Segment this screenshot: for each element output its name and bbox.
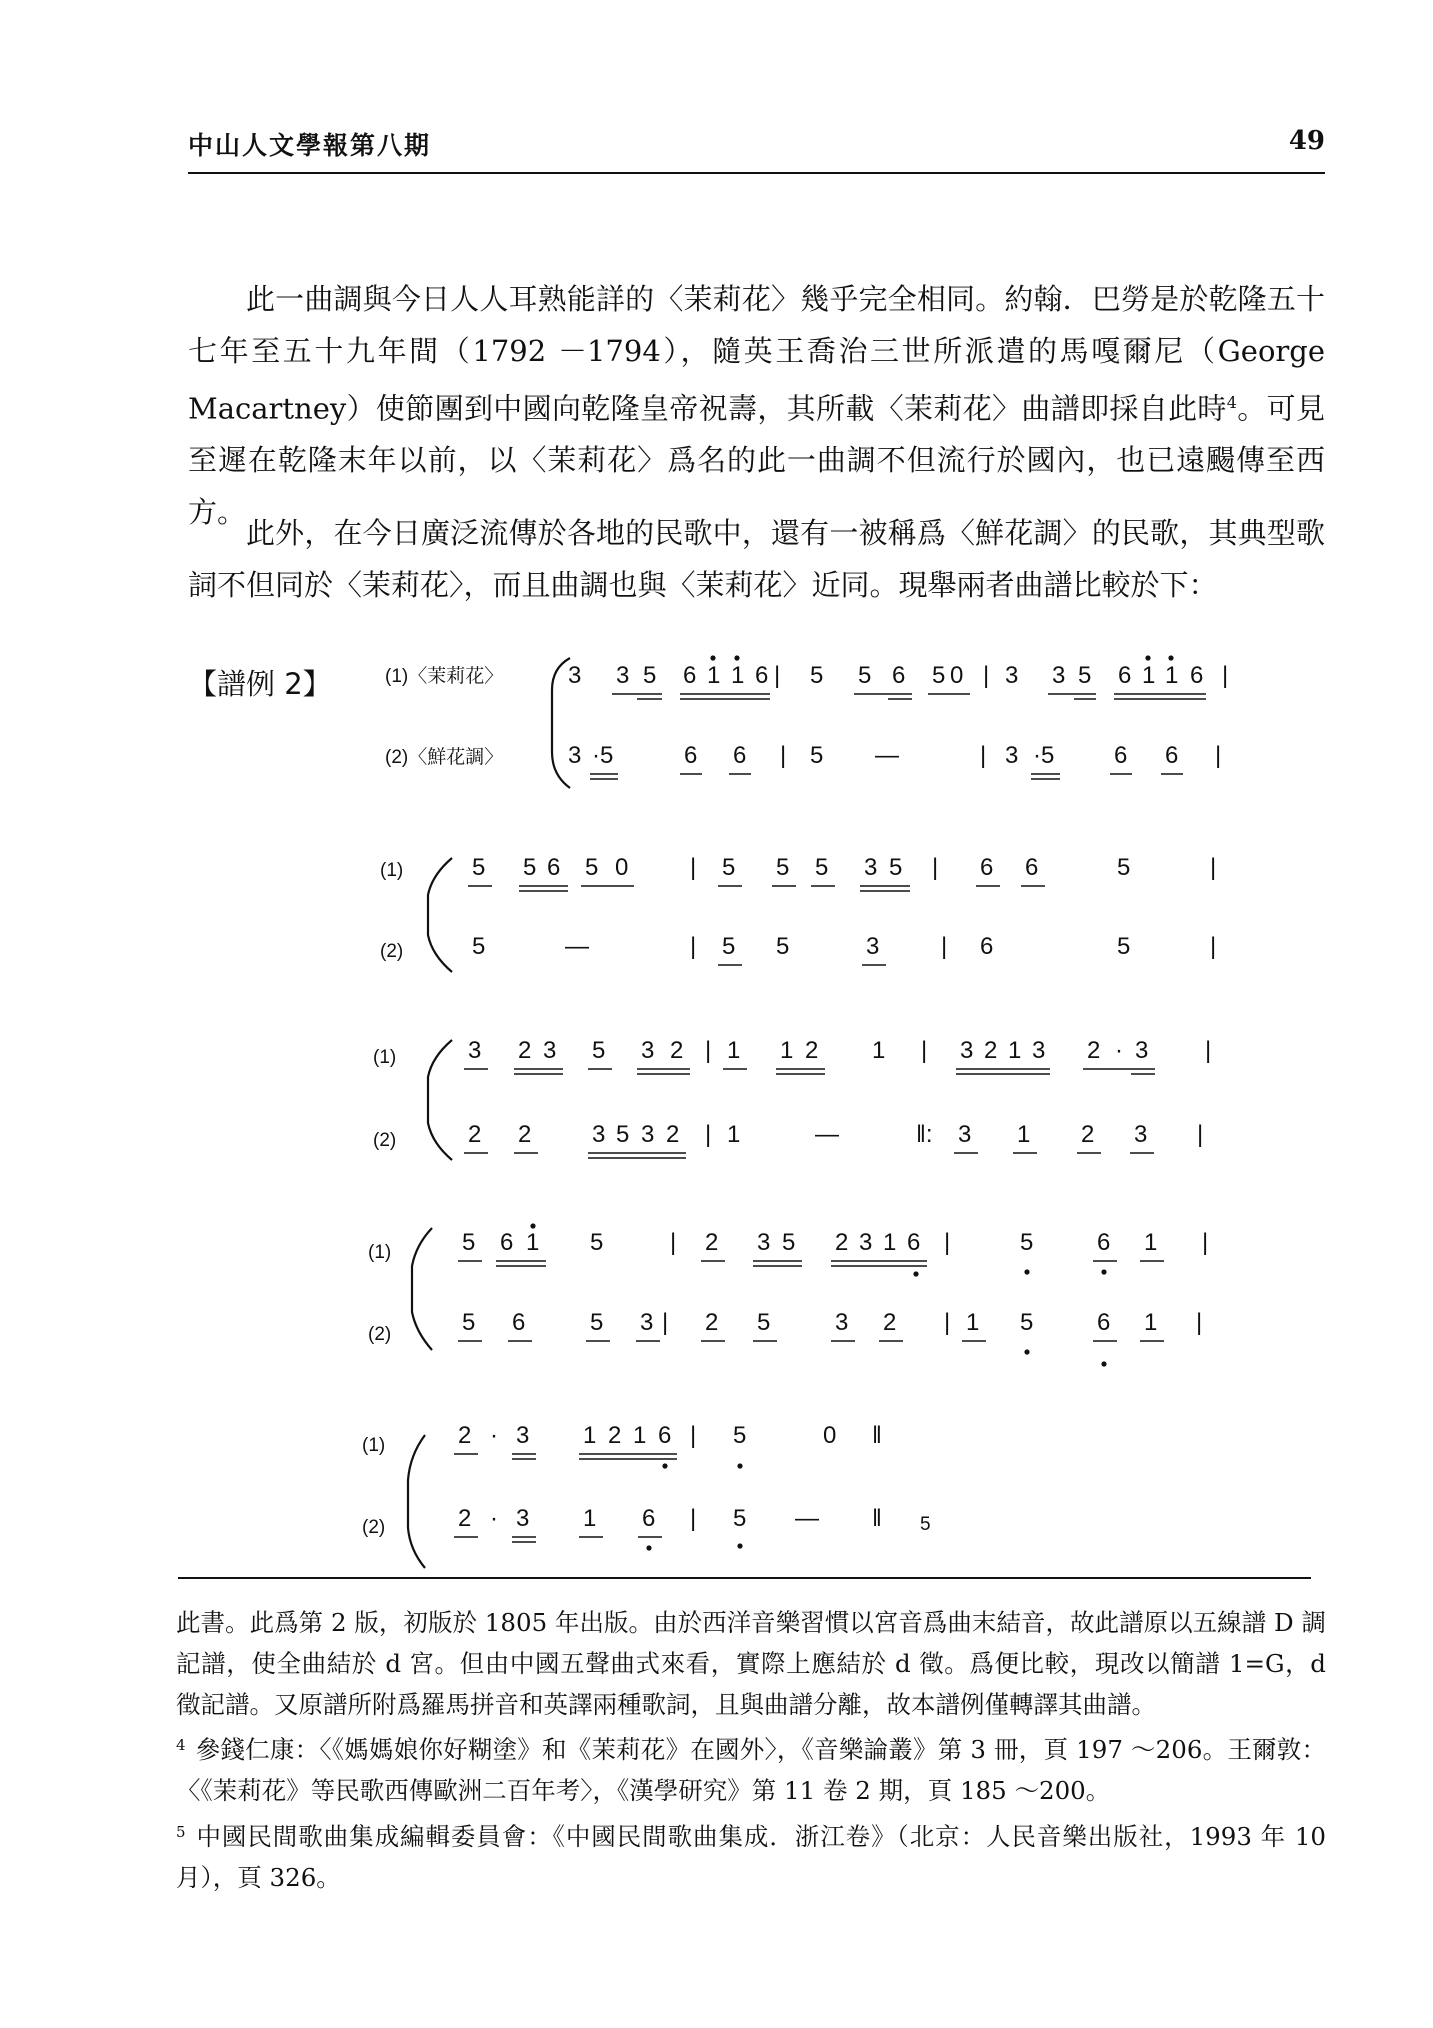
footnotes — [176, 1603, 1326, 1899]
note: 6 — [733, 742, 747, 769]
note: 6 — [1114, 742, 1128, 769]
row2-part2-label: (2) — [380, 941, 404, 962]
note: 1 — [1165, 662, 1179, 689]
note: 5 — [1020, 1229, 1034, 1256]
note: 2 — [518, 1121, 532, 1148]
note: 6 — [1097, 1229, 1111, 1256]
note: 3 — [616, 662, 630, 689]
part1-label: (1)〈茉莉花〉 — [385, 666, 504, 687]
page-number: 49 — [1288, 126, 1325, 156]
note: 5 — [643, 662, 657, 689]
note: 5 — [590, 1309, 604, 1336]
note: 5 — [590, 1229, 604, 1256]
barline: | — [1205, 1037, 1212, 1064]
barline: | — [1210, 933, 1217, 960]
note: 6 — [1165, 742, 1179, 769]
note: 3 — [1134, 1121, 1148, 1148]
barline: | — [690, 1422, 697, 1449]
row3-part2-label: (2) — [373, 1130, 397, 1151]
note: 0 — [615, 854, 629, 881]
note: 3 — [592, 1121, 606, 1148]
note: 5 — [733, 1422, 747, 1449]
row-1-part-2 — [568, 742, 1221, 779]
footnote-5-text: 中國民間歌曲集成編輯委員會：《中國民間歌曲集成．浙江卷》（北京：人民音樂出版社，1993 年 10 月），頁 326。 — [176, 1821, 1326, 1892]
barline: | — [780, 742, 787, 769]
note: 5 — [858, 662, 872, 689]
note: 5 — [616, 1121, 630, 1148]
octave-dots — [1024, 1349, 1106, 1366]
rhythm-underlines — [458, 1261, 1164, 1266]
rhythm-underlines — [590, 774, 1183, 779]
note: 6 — [892, 662, 906, 689]
barline: | — [932, 854, 939, 881]
note: 3 — [641, 1121, 655, 1148]
note: 3 — [958, 1121, 972, 1148]
note: 3 — [1052, 662, 1066, 689]
note: 2 — [458, 1505, 472, 1532]
note: 5 — [1078, 662, 1092, 689]
note: 2 — [835, 1229, 849, 1256]
note: 2 — [805, 1037, 819, 1064]
note: 2 — [1081, 1121, 1095, 1148]
note: 3 — [859, 1229, 873, 1256]
note: 2 — [518, 1037, 532, 1064]
para1-text: 此一曲調與今日人人耳熟能詳的〈茉莉花〉幾乎完全相同。約翰．巴勞是於乾隆五十七年至五十九年間（1792 －1794），隨英王喬治三世所派遣的馬嘎爾尼（George Macartney）使節團到中國向乾隆皇帝祝壽，其所載〈茉莉花〉曲譜即採自此時 — [188, 282, 1325, 426]
row-5 — [454, 1422, 931, 1551]
row-3-part-1 — [464, 1037, 1211, 1074]
note: 3 — [1005, 662, 1019, 689]
barline: | — [690, 1505, 697, 1532]
note: 5 — [776, 854, 790, 881]
row2-part1-label: (1) — [380, 860, 404, 881]
note: 0 — [950, 662, 964, 689]
note: 5 — [462, 1309, 476, 1336]
footnote-5 — [176, 1812, 1326, 1899]
note: 3 — [543, 1037, 557, 1064]
row-4 — [458, 1223, 1208, 1366]
note: 3 — [835, 1309, 849, 1336]
row-2 — [468, 854, 1216, 965]
note: 6 — [658, 1422, 672, 1449]
rhythm-underlines — [464, 1153, 1154, 1158]
note: 2 — [705, 1229, 719, 1256]
barline: | — [1210, 854, 1217, 881]
note: 5 — [1117, 854, 1131, 881]
rhythm-underlines — [468, 886, 1045, 891]
note: 3 — [1135, 1037, 1149, 1064]
barline: | — [941, 933, 948, 960]
note: 6 — [1118, 662, 1132, 689]
repeat-sign: ‖: — [916, 1121, 933, 1148]
note: 6 — [683, 662, 697, 689]
dash: — — [875, 742, 899, 769]
note: 5 — [776, 933, 790, 960]
row-4-part-1 — [458, 1223, 1208, 1276]
footnote-rule — [178, 1577, 1311, 1579]
note: 5 — [1020, 1309, 1034, 1336]
note: 5 — [523, 854, 537, 881]
system-brackets — [408, 658, 570, 1568]
note: 5 — [810, 742, 824, 769]
bracket-4 — [412, 1228, 432, 1350]
note: 1 — [731, 662, 745, 689]
footnote-4-text: 參錢仁康：〈《媽媽娘你好糊塗》和《茉莉花》在國外〉，《音樂論叢》第 3 冊，頁 197 ～206。王爾敦：〈《茉莉花》等民歌西傳歐洲二百年考〉，《漢學研究》第 11 卷 2 期，頁 185 ～200。 — [176, 1735, 1326, 1806]
note: 1 — [1008, 1037, 1022, 1064]
octave-dots — [662, 1463, 742, 1468]
note: 3 — [568, 662, 582, 689]
note: 3 — [468, 1037, 482, 1064]
note: 5 — [733, 1505, 747, 1532]
note: 6 — [980, 854, 994, 881]
note: 5 — [585, 854, 599, 881]
note: 1 — [583, 1505, 597, 1532]
barline: | — [774, 662, 781, 689]
note: 3 — [864, 854, 878, 881]
note: ·5 — [1033, 742, 1055, 769]
note: 6 — [1190, 662, 1204, 689]
footnote-4 — [176, 1725, 1326, 1812]
row-5-part-2 — [454, 1505, 931, 1551]
note: 1 — [583, 1422, 597, 1449]
barline: | — [1196, 1309, 1203, 1336]
note: 3 — [757, 1229, 771, 1256]
note: 5 — [757, 1309, 771, 1336]
end-bar: ‖ — [872, 1505, 882, 1532]
note: 6 — [500, 1229, 514, 1256]
note: 1 — [872, 1037, 886, 1064]
note: 6 — [547, 854, 561, 881]
barline: | — [983, 662, 990, 689]
note: 5 — [1117, 933, 1131, 960]
barline: | — [1215, 742, 1222, 769]
note: 5 — [782, 1229, 796, 1256]
row-5-part-1 — [454, 1422, 882, 1469]
barline: | — [670, 1229, 677, 1256]
note: 1 — [1017, 1121, 1031, 1148]
note: 2 — [705, 1309, 719, 1336]
end-bar: ‖ — [872, 1422, 882, 1449]
note: 2 — [468, 1121, 482, 1148]
row4-part1-label: (1) — [368, 1242, 392, 1263]
octave-dots — [646, 1543, 742, 1550]
note: 1 — [780, 1037, 794, 1064]
para2-text: 此外，在今日廣泛流傳於各地的民歌中，還有一被稱爲〈鮮花調〉的民歌，其典型歌詞不但同於〈茉莉花〉，而且曲調也與〈茉莉花〉近同。現舉兩者曲譜比較於下： — [188, 516, 1325, 602]
row-1-part-1 — [568, 655, 1228, 699]
note: 6 — [512, 1309, 526, 1336]
note: 5 — [815, 854, 829, 881]
note: 6 — [980, 933, 994, 960]
row-3 — [464, 1037, 1211, 1158]
barline: | — [1202, 1229, 1209, 1256]
note: 5 — [722, 933, 736, 960]
note: 6 — [1025, 854, 1039, 881]
note: 6 — [642, 1505, 656, 1532]
dot: · — [1115, 1037, 1123, 1064]
barline: | — [944, 1229, 951, 1256]
high-octave-dots — [710, 655, 1173, 660]
note: 5 — [472, 854, 486, 881]
note: 1 — [707, 662, 721, 689]
note: 1 — [526, 1229, 540, 1256]
row5-part1-label: (1) — [362, 1435, 386, 1456]
note: 5 — [810, 662, 824, 689]
note: 2 — [984, 1037, 998, 1064]
note: 2 — [1087, 1037, 1101, 1064]
example-label: 【譜例 2】 — [188, 667, 332, 701]
note: 5 — [472, 933, 486, 960]
footnote-5-number: 5 — [176, 1822, 186, 1841]
dash: — — [565, 933, 589, 960]
note: 1 — [1144, 1309, 1158, 1336]
row5-part2-label: (2) — [362, 1517, 386, 1538]
footnote-ref-4[interactable]: 4 — [1226, 393, 1237, 412]
row-4-part-2 — [458, 1309, 1202, 1367]
note: 1 — [727, 1121, 741, 1148]
note: 3 — [866, 933, 880, 960]
note: 0 — [823, 1422, 837, 1449]
bracket-2 — [428, 858, 452, 972]
stray-mark: 5 — [920, 1514, 931, 1535]
note: 2 — [608, 1422, 622, 1449]
dash: — — [815, 1121, 839, 1148]
row-2-part-1 — [468, 854, 1216, 891]
rhythm-underlines — [454, 1537, 662, 1542]
note: 2 — [670, 1037, 684, 1064]
bracket-3 — [428, 1040, 452, 1160]
barline: | — [705, 1037, 712, 1064]
note: 3 — [1005, 742, 1019, 769]
rhythm-underlines — [464, 1069, 1155, 1074]
note: 3 — [1032, 1037, 1046, 1064]
part2-label: (2)〈鮮花調〉 — [385, 747, 504, 768]
row-1 — [568, 655, 1228, 779]
rhythm-underlines — [454, 1454, 677, 1459]
dash: — — [795, 1505, 819, 1532]
note: 3 — [568, 742, 582, 769]
dot: · — [490, 1505, 498, 1532]
journal-title: 中山人文學報第八期 — [188, 131, 432, 160]
note: 5 — [889, 854, 903, 881]
footnote-continuation: 此書。此爲第 2 版，初版於 1805 年出版。由於西洋音樂習慣以宮音爲曲末結音，故此譜原以五線譜 D 調記譜，使全曲結於 d 宮。但由中國五聲曲式來看，實際上應結於 d 徵。爲便比較，現改以簡譜 1=G，d 徵記譜。又原譜所附爲羅馬拼音和英譯兩種歌詞，且與曲譜分離，故本譜例僅轉譯其曲譜。 — [176, 1608, 1326, 1719]
rhythm-underlines — [612, 694, 1206, 699]
note: 1 — [727, 1037, 741, 1064]
note: 5 — [722, 854, 736, 881]
bracket-5 — [408, 1435, 425, 1568]
note: ·5 — [592, 742, 614, 769]
para1-end: 。可見至遲在乾隆末年以前，以〈茉莉花〉爲名的此一曲調不但流行於國內，也已遠颺傳至西方。 — [188, 391, 1325, 529]
note: 2 — [666, 1121, 680, 1148]
note: 3 — [516, 1422, 530, 1449]
note: 3 — [516, 1505, 530, 1532]
row4-part2-label: (2) — [368, 1324, 392, 1345]
note: 3 — [640, 1309, 654, 1336]
note: 6 — [1097, 1309, 1111, 1336]
note: 5 — [462, 1229, 476, 1256]
barline: | — [921, 1037, 928, 1064]
note: 6 — [684, 742, 698, 769]
barline: | — [705, 1121, 712, 1148]
barline: | — [690, 854, 697, 881]
note: 1 — [966, 1309, 980, 1336]
barline: | — [690, 933, 697, 960]
barline: | — [980, 742, 987, 769]
note: 1 — [883, 1229, 897, 1256]
barline: | — [944, 1309, 951, 1336]
row-2-part-2 — [472, 933, 1216, 965]
note: 1 — [1144, 1229, 1158, 1256]
dot: · — [490, 1422, 498, 1449]
note: 2 — [883, 1309, 897, 1336]
barline: | — [662, 1309, 669, 1336]
note: 3 — [641, 1037, 655, 1064]
note: 3 — [960, 1037, 974, 1064]
note: 6 — [755, 662, 769, 689]
note: 6 — [907, 1229, 921, 1256]
row3-part1-label: (1) — [373, 1047, 397, 1068]
note: 5 — [932, 662, 946, 689]
note: 1 — [633, 1422, 647, 1449]
note: 5 — [592, 1037, 606, 1064]
note: 1 — [1142, 662, 1156, 689]
row-3-part-2 — [464, 1121, 1203, 1158]
barline: | — [1197, 1121, 1204, 1148]
note: 2 — [458, 1422, 472, 1449]
footnote-4-number: 4 — [176, 1736, 186, 1755]
barline: | — [1222, 662, 1229, 689]
